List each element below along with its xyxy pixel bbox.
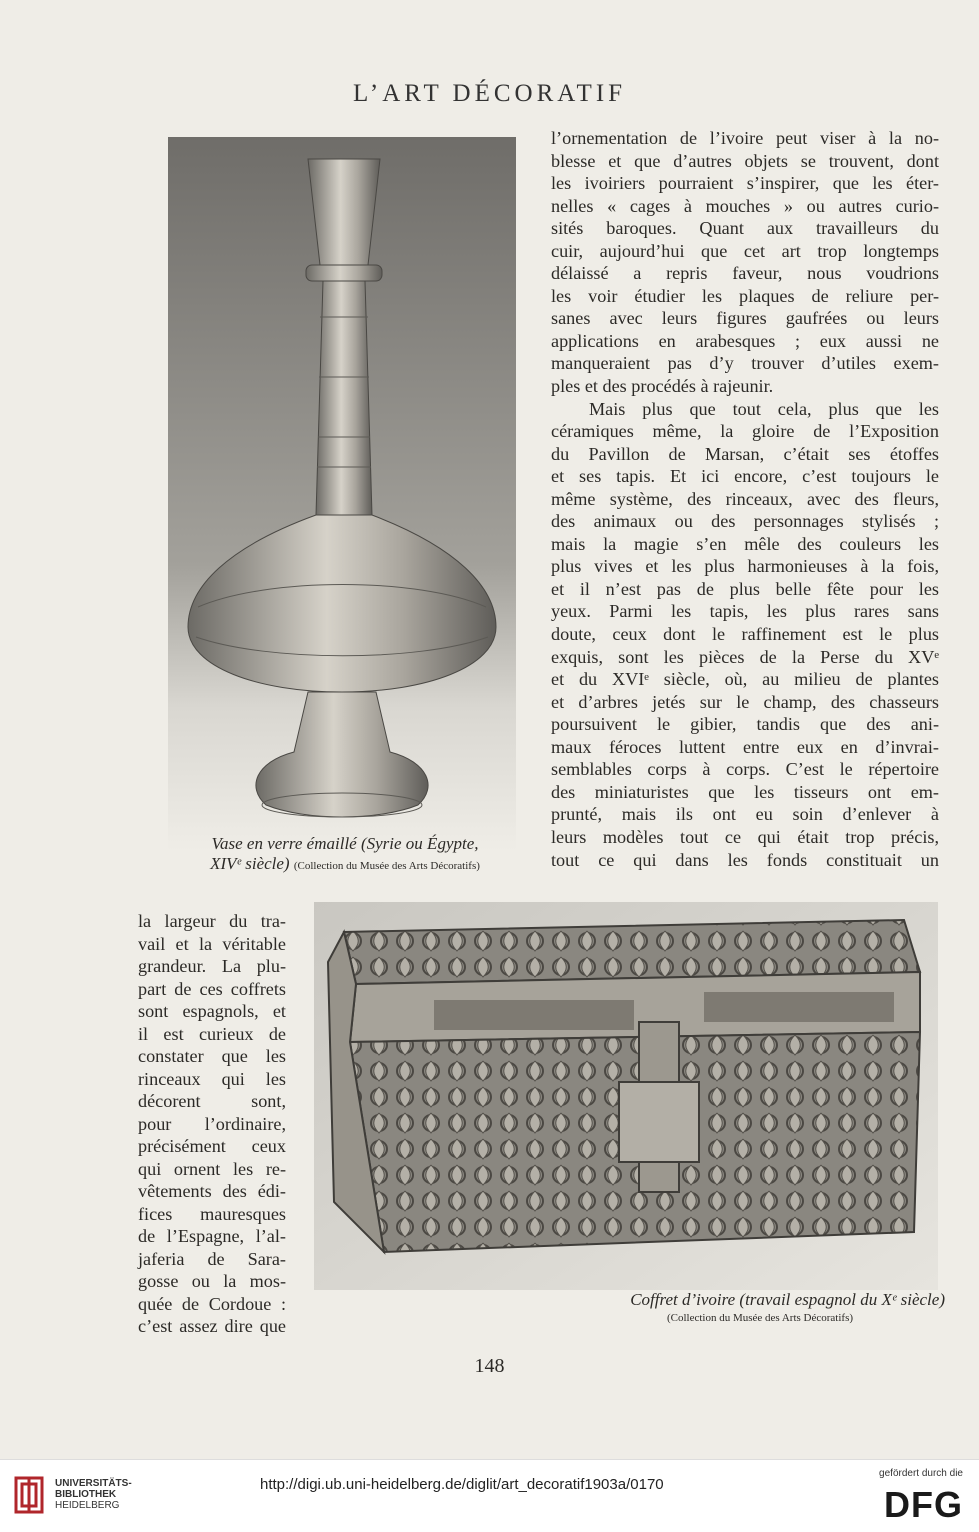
text-line: leurs modèles tout ce qui était trop précis, (551, 826, 939, 847)
vase-caption-line2 (160, 854, 530, 876)
text-line: ples et des procédés à rajeunir. (551, 376, 774, 397)
text-line: exquis, sont les pièces de la Perse du XVᵉ (551, 646, 939, 667)
text-line: décorent sont, (138, 1091, 286, 1111)
text-line: prunté, mais ils ont eu soin d’enlever à (551, 804, 939, 825)
text-line: sités baroques. Quant aux travailleurs du (551, 218, 939, 239)
library-name-line1: UNIVERSITÄTS- (55, 1478, 132, 1489)
university-logo-icon (12, 1474, 46, 1516)
footer-bar (0, 1459, 979, 1532)
text-line: gosse ou la mos- (138, 1271, 286, 1291)
text-line: même système, des rinceaux, avec des fleurs, (551, 488, 939, 509)
page-number: 148 (474, 1355, 505, 1377)
casket-caption: Coffret d’ivoire (travail espagnol du Xᵉ siècle) (630, 1290, 945, 1309)
text-line: vail et la véritable (138, 933, 286, 954)
text-line: du Pavillon de Marsan, c’était ses étoffes (551, 443, 939, 464)
text-line: yeux. Parmi les tapis, les plus rares sans (551, 601, 939, 622)
text-line: délaissé a repris faveur, nous voudrions (551, 263, 939, 284)
text-line: précisément ceux (138, 1136, 286, 1156)
text-line: part de ces coffrets (138, 978, 286, 999)
text-line: il est curieux de (138, 1023, 286, 1044)
text-line: des miniaturistes que les tisseurs ont em- (551, 781, 939, 802)
permalink-url[interactable]: http://digi.ub.uni-heidelberg.de/diglit/art_decoratif1903a/0170 (260, 1476, 664, 1493)
text-line: semblables corps à corps. C’est le répertoire (551, 759, 939, 780)
text-line: qui ornent les re- (138, 1158, 286, 1179)
text-line: c’est assez dire que (138, 1316, 286, 1336)
ivory-casket-photograph (314, 902, 938, 1290)
left-text-column (138, 910, 286, 1338)
vase-photograph (168, 137, 516, 851)
right-text-column (551, 127, 939, 871)
text-line: et d’arbres jetés sur le champ, des chasseurs (551, 691, 939, 712)
dfg-logo: DFG (884, 1484, 963, 1525)
text-line: les voir étudier les plaques de reliure per- (551, 285, 939, 306)
running-title: L’ART DÉCORATIF (352, 80, 627, 107)
text-line: rinceaux qui les (138, 1068, 286, 1089)
text-line: vêtements des édi- (138, 1181, 286, 1201)
text-line: les ivoiriers pourraient s’inspirer, que les éter- (551, 173, 939, 194)
text-line: sanes avec leurs figures gaufrées ou leurs (551, 308, 939, 329)
text-line: grandeur. La plu- (138, 956, 286, 976)
text-line: plus vives et les plus harmonieuses à la fois, (551, 556, 939, 577)
text-line: doute, ceux dont le raffinement est le plus (551, 624, 939, 645)
text-line: et il n’est pas de plus belle fête pour les (551, 578, 939, 599)
text-line: de l’Espagne, l’al- (138, 1226, 286, 1246)
text-line: poursuivent le gibier, tandis que des ani- (551, 714, 939, 735)
text-line: cuir, aujourd’hui que cet art trop longtemps (551, 240, 939, 261)
library-name (55, 1478, 132, 1511)
text-line: quée de Cordoue : (138, 1293, 286, 1314)
text-line: manqueraient pas d’y trouver d’utiles exem- (551, 353, 939, 374)
text-line: tout ce qui dans les fonds constituait un (551, 849, 939, 870)
casket-collection: (Collection du Musée des Arts Décoratifs) (666, 1312, 854, 1324)
text-line: et ses tapis. Et ici encore, c’est toujours le (551, 466, 939, 487)
text-line: jaferia de Sara- (138, 1248, 286, 1269)
text-line: fices mauresques (138, 1203, 286, 1224)
text-line: blesse et que d’autres objets se trouvent, dont (551, 150, 939, 171)
vase-collection: (Collection du Musée des Arts Décoratifs) (293, 860, 480, 872)
text-line: l’ornementation de l’ivoire peut viser à la no- (551, 128, 939, 148)
text-line: sont espagnols, et (138, 1001, 286, 1021)
library-name-line3: HEIDELBERG (55, 1500, 120, 1511)
text-line: nelles « cages à mouches » ou autres curio- (551, 195, 939, 216)
library-name-line2: BIBLIOTHEK (55, 1489, 117, 1500)
text-line: mais la magie s’en mêle des couleurs les (551, 533, 939, 554)
text-line: des animaux ou des personnages stylisés ; (551, 511, 939, 532)
text-line: et du XVIᵉ siècle, où, au milieu de plantes (551, 669, 939, 690)
text-line: maux féroces luttent entre eux en d’invrai- (551, 736, 939, 757)
text-line: constater que les (138, 1046, 286, 1066)
vase-caption (160, 834, 530, 876)
funded-by-label: gefördert durch die (879, 1468, 963, 1479)
text-line: Mais plus que tout cela, plus que les (589, 398, 939, 419)
vase-caption-date: XIVᵉ siècle) (210, 854, 290, 873)
vase-caption-line1: Vase en verre émaillé (Syrie ou Égypte, (211, 834, 479, 853)
text-line: céramiques même, la gloire de l’Exposition (551, 421, 939, 442)
text-line: pour l’ordinaire, (138, 1113, 286, 1134)
text-line: la largeur du tra- (138, 911, 286, 931)
text-line: applications en arabesques ; eux aussi ne (551, 330, 939, 351)
